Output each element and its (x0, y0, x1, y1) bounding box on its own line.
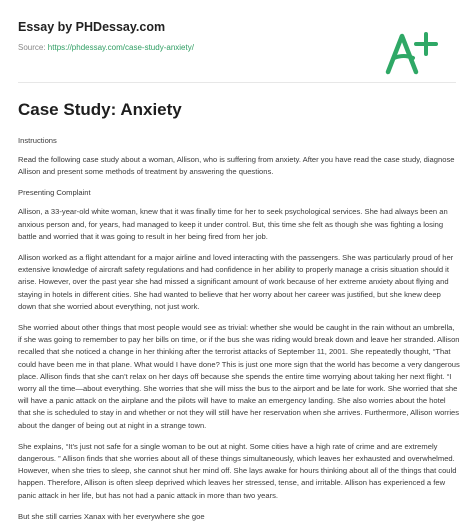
essay-content (18, 100, 460, 532)
source-label: Source: (18, 43, 48, 52)
essay-paragraph: She worried about other things that most people would see as trivial: whether she would be caught in the rain without an umbrella, if she was going to remember to pay her bills on time, or if the bus she was riding would break down and leave her stranded. Allison recalled that she noticed a change in her thinking after the terrorist attacks of September 11, 2001. She repeatedly thought, “That could have been me in that plane. What would I have done? This is just one more sign that the world has become a very dangerous place. Allison finds that she can’t relax on her days off because she spends the entire time worrying about taking her next flight. “I worry all the time—about everything. She worries that she will miss the bus to the airport and be late for work. She worried that she will have a panic attack on the airplane and the pilots will have to make an emergency landing. She also worries about the hotel that she is scheduled to stay in and whether or not they will still have her reservation when she arrives. Furthermore, Allison worries about the danger of being out at night in a strange town. (18, 323, 460, 430)
essay-paragraph: She explains, “It’s just not safe for a single woman to be out at night. Some cities have a high rate of crime and are extremely dangerous. ” Allison finds that she worries about all of these things simultaneously, which leaves her exhausted and overwhelmed. However, when she tries to sleep, she cannot shut her mind off. She lays awake for hours thinking about all of the things that could happen. Therefore, Allison is often sleep deprived which leaves her stressed, tense, and irritable. Allison has experienced a few panic attack in her life, but has not had a panic attack in more than two years. (18, 441, 457, 500)
complaint-heading: Presenting Complaint (18, 188, 91, 198)
essay-paragraph: Allison worked as a flight attendant for a major airline and loved interacting with the passengers. She was particularly proud of her extensive knowledge of aircraft safety regulations and had confidence in her ability to properly manage a crisis situation should it arise. However, over the past year she had missed a significant amount of work because of her extreme anxiety about flying and staying in hotels in different cities. She had wanted to believe that her worry about her career was justified, but she knew deep down that she worried about everything, not just work. (18, 253, 454, 311)
essay-paragraph: But she still carries Xanax with her everywhere she goe (18, 511, 205, 521)
a-plus-logo-icon (384, 30, 438, 76)
instructions-paragraph: Read the following case study about a woman, Allison, who is suffering from anxiety. After you have read the case study, diagnose Allison and present some methods of treatment by answering the questions. (18, 155, 455, 177)
essay-paragraph: Allison, a 33-year-old white woman, knew that it was finally time for her to seek psychological services. She had always been an anxious person and, for years, had managed to keep it under control. But, this time she felt as though she was fighting a losing battle and worried that it was going to result in her being fired from her job. (18, 207, 448, 241)
header-divider (18, 82, 456, 83)
instructions-heading: Instructions (18, 136, 57, 145)
brand-title: Essay by PHDessay.com (18, 20, 166, 34)
source-link[interactable]: https://phdessay.com/case-study-anxiety/ (47, 43, 194, 52)
page-title: Case Study: Anxiety (18, 100, 182, 119)
